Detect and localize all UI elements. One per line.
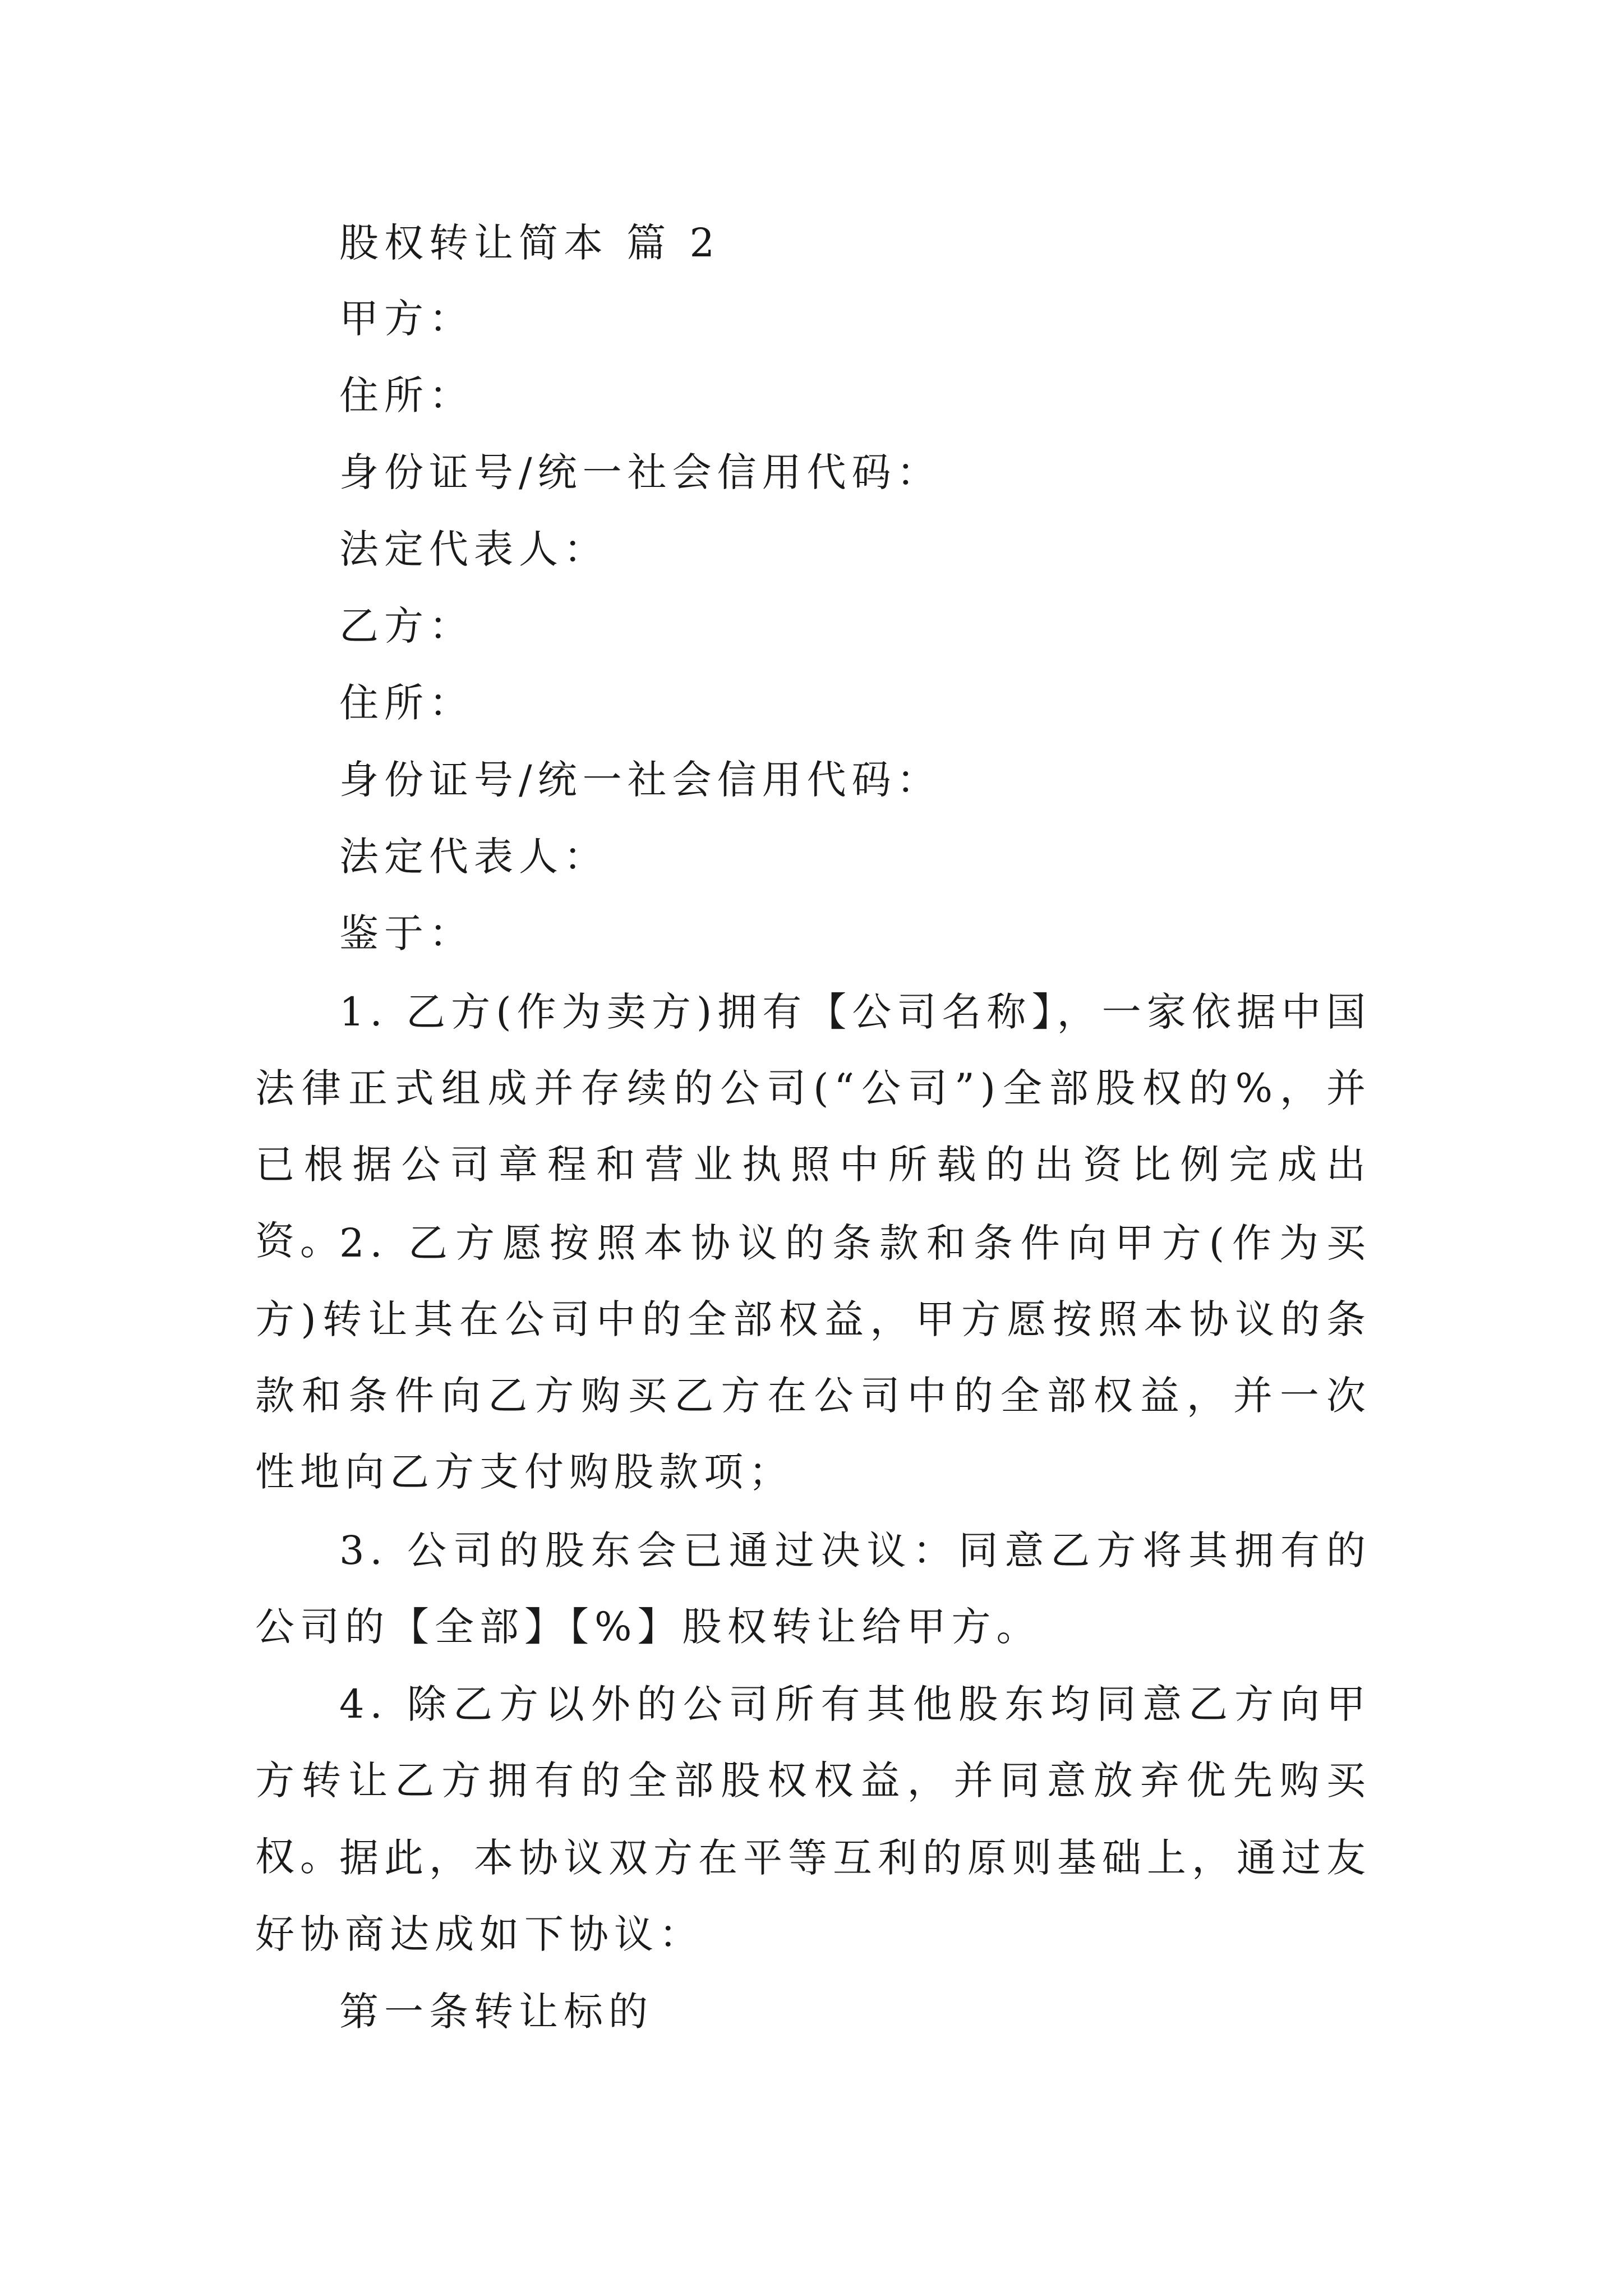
party-a-label: 甲方： [339,296,474,342]
party-a-rep: 法定代表人： [339,526,608,572]
whereas-clause-2: 2. 乙方愿按照本协议的条款和条件向甲方(作为买方)转让其在公司中的全部权益，甲方愿按照本协议的条款和条件向乙方购买乙方在公司中的全部权益，并一次性地向乙方支付购股款项； [255,1220,1371,1495]
party-b-rep: 法定代表人： [339,834,608,880]
party-b-label: 乙方： [339,603,474,649]
whereas-heading: 鉴于： [339,910,474,956]
party-b-id: 身份证号/统一社会信用代码： [339,757,942,803]
article-1-heading: 第一条转让标的 [339,1989,653,2035]
whereas-clause-3: 3. 公司的股东会已通过决议：同意乙方将其拥有的公司的【全部】【%】股权转让给甲方。 [255,1527,1371,1650]
party-b-address: 住所： [339,680,474,726]
whereas-clause-4: 4. 除乙方以外的公司所有其他股东均同意乙方向甲方转让乙方拥有的全部股权权益，并同意放弃优先购买权。 [255,1681,1371,1880]
document-title: 股权转让简本 篇 2 [339,220,721,266]
party-a-id: 身份证号/统一社会信用代码： [339,449,942,495]
agreement-intro: 据此，本协议双方在平等互利的原则基础上，通过友好协商达成如下协议： [255,1835,1371,1957]
whereas-clause-1: 1. 乙方(作为卖方)拥有【公司名称】，一家依据中国法律正式组成并存续的公司(“公司”)全部股权的%，并已根据公司章程和营业执照中所载的出资比例完成出资。 [255,989,1371,1264]
party-a-address: 住所： [339,372,474,418]
